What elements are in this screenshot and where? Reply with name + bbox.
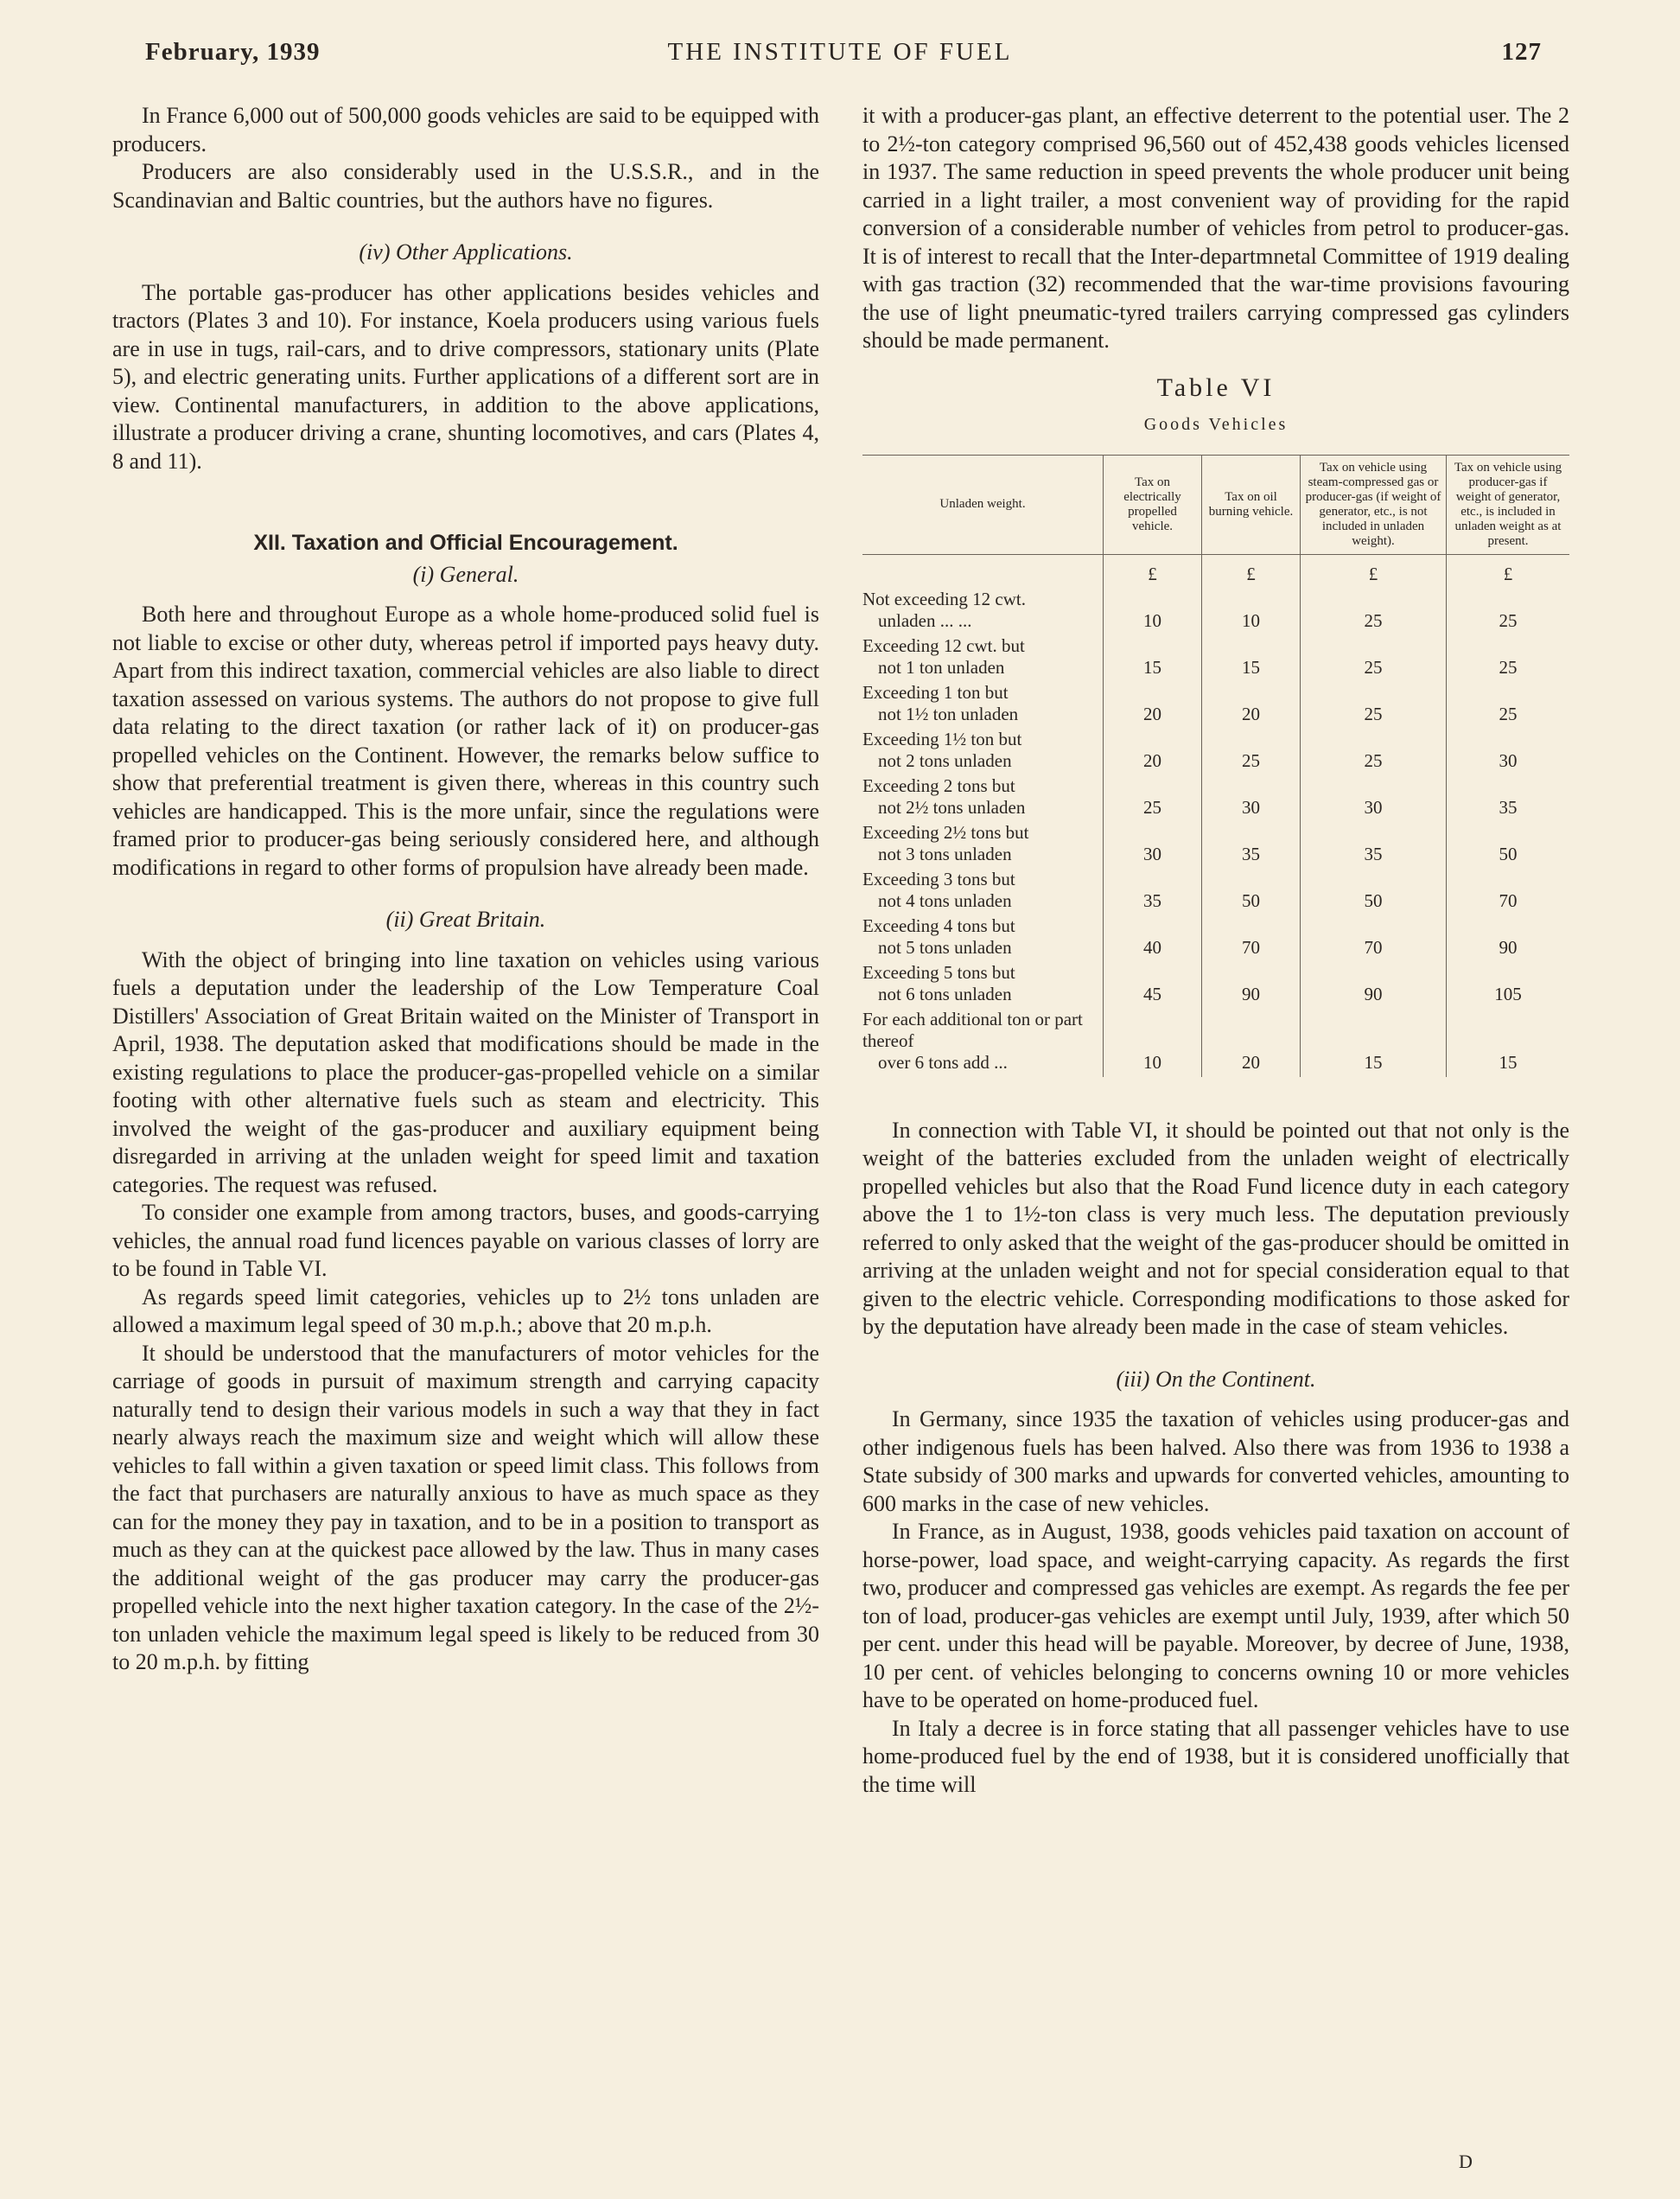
- column-header: Unladen weight.: [862, 455, 1104, 554]
- tax-value-cell: 15: [1202, 635, 1301, 682]
- weight-line: not 1 ton unladen: [878, 656, 1005, 678]
- subsection-heading: (iv) Other Applications.: [359, 239, 573, 265]
- weight-line: over 6 tons add ...: [878, 1051, 1008, 1073]
- unladen-weight-cell: [862, 869, 1104, 915]
- section-heading: XII. Taxation and Official Encouragement.: [253, 531, 678, 555]
- tax-value-cell: 25: [1301, 635, 1447, 682]
- unit-label: £: [1301, 554, 1447, 589]
- tax-value-cell: 25: [1447, 589, 1570, 635]
- paragraph: In France, as in August, 1938, goods vehicles paid taxation on account of horse-power, load space, and weight-carrying capacity. As regards the first two, producer and compressed gas vehicles are exempt. As regards the fee per ton of load, producer-gas vehicles are exempt until July, 1939, after which 50 per cent. under this head will be payable. Moreover, by decree of June, 1938, 10 per cent. of vehicles belonging to concerns owning 10 or more vehicles have to be operated on home-produced fuel.: [862, 1519, 1569, 1712]
- table-row: [862, 962, 1569, 1009]
- table-body: [862, 554, 1569, 1077]
- tax-value-cell: 35: [1447, 775, 1570, 822]
- unladen-weight-cell: [862, 729, 1104, 775]
- tax-value-cell: 10: [1104, 1009, 1202, 1077]
- tax-value-cell: 70: [1202, 915, 1301, 962]
- unladen-weight-cell: [862, 635, 1104, 682]
- paragraph: The portable gas-producer has other applications besides vehicles and tractors (Plates 3 and 10). For instance, Koela producers using various fuels are in use in tugs, rail-cars, and to drive compressors, stationary units (Plate 5), and electric generating units. Further applications of a different sort are in view. Continental manufacturers, in addition to the above applications, illustrate a producer driving a crane, shunting locomotives, and cars (Plates 4, 8 and 11).: [112, 279, 819, 474]
- tax-value-cell: 25: [1301, 729, 1447, 775]
- table-row: [862, 869, 1569, 915]
- column-header: Tax on vehicle using steam-compressed gas or producer-gas (if weight of generator, etc., is not included in unladen weight).: [1301, 455, 1447, 554]
- unit-label: £: [1104, 554, 1202, 589]
- units-row: [862, 554, 1569, 589]
- header-date: February, 1939: [145, 38, 321, 66]
- tax-value-cell: 35: [1202, 822, 1301, 869]
- tax-value-cell: 90: [1202, 962, 1301, 1009]
- tax-value-cell: 30: [1202, 775, 1301, 822]
- page-number: 127: [1501, 38, 1542, 66]
- subsection-heading: (iii) On the Continent.: [1116, 1366, 1316, 1392]
- weight-line: For each additional ton or part thereof: [862, 1008, 1083, 1051]
- tax-value-cell: 30: [1301, 775, 1447, 822]
- weight-line: Exceeding 2½ tons but: [862, 821, 1029, 843]
- tax-value-cell: 50: [1301, 869, 1447, 915]
- weight-line: Exceeding 5 tons but: [862, 961, 1015, 983]
- tax-value-cell: 15: [1301, 1009, 1447, 1077]
- table-row: [862, 1009, 1569, 1077]
- unit-label: £: [1447, 554, 1570, 589]
- tax-value-cell: 25: [1301, 682, 1447, 729]
- tax-value-cell: 105: [1447, 962, 1570, 1009]
- tax-value-cell: 50: [1447, 822, 1570, 869]
- paragraph: Both here and throughout Europe as a whole home-produced solid fuel is not liable to excise or other duty, whereas petrol if imported pays heavy duty. Apart from this indirect taxation, commercial vehicles are also liable to direct taxation assessed on various systems. The authors do not propose to give full data relating to the direct taxation (or rather lack of it) on producer-gas propelled vehicles on the Continent. However, the remarks below suffice to show that preferential treatment is given there, whereas in this country such vehicles are handicapped. This is the more unfair, since the regulations were framed prior to producer-gas being seriously considered here, and although modifications in regard to other forms of propulsion have already been made.: [112, 602, 819, 880]
- paragraph: In connection with Table VI, it should be pointed out that not only is the weight of the batteries excluded from the unladen weight of electrically propelled vehicles but also that the Road Fund licence duty in each category above the 1 to 1½-ton class is very much less. The deputation previously referred to only asked that the weight of the gas-producer should be omitted in arriving at the unladen weight and not for special consideration equal to that given to the electric vehicle. Corresponding modifications to those asked for by the deputation have already been made in the case of steam vehicles.: [862, 1117, 1569, 1339]
- tax-value-cell: 20: [1104, 729, 1202, 775]
- paragraph: In France 6,000 out of 500,000 goods vehicles are said to be equipped with producers.: [112, 103, 819, 156]
- weight-line: not 5 tons unladen: [878, 936, 1012, 958]
- tax-value-cell: 30: [1104, 822, 1202, 869]
- tax-value-cell: 45: [1104, 962, 1202, 1009]
- paragraph: It should be understood that the manufacturers of motor vehicles for the carriage of goods in pursuit of maximum strength and carrying capacity naturally tend to design their various models in such a way that they in fact nearly always reach the maximum size and weight which will allow these vehicles to fall within a given taxation or speed limit class. This follows from the fact that purchasers are naturally anxious to have as much space as they can for the money they pay in taxation, and to be in a position to transport as much as they can at the quickest pace allowed by the law. Thus in many cases the additional weight of the gas producer may carry the producer-gas propelled vehicle into the next higher taxation category. In the case of the 2½-ton unladen vehicle the maximum legal speed is likely to be reduced from 30 to 20 m.p.h. by fitting: [112, 1340, 819, 1674]
- running-header: [138, 38, 1542, 81]
- column-header: Tax on oil burning vehicle.: [1202, 455, 1301, 554]
- paragraph: To consider one example from among tractors, buses, and goods-carrying vehicles, the annual road fund licences payable on various classes of lorry are to be found in Table VI.: [112, 1200, 819, 1281]
- unladen-weight-cell: [862, 589, 1104, 635]
- tax-value-cell: 20: [1202, 1009, 1301, 1077]
- tax-value-cell: 25: [1447, 682, 1570, 729]
- weight-line: not 2 tons unladen: [878, 749, 1012, 771]
- weight-line: not 4 tons unladen: [878, 889, 1012, 911]
- tax-value-cell: 90: [1301, 962, 1447, 1009]
- tax-value-cell: 20: [1104, 682, 1202, 729]
- column-header: Tax on vehicle using producer-gas if weight of generator, etc., is included in unladen weight as at present.: [1447, 455, 1570, 554]
- tax-value-cell: 15: [1447, 1009, 1570, 1077]
- weight-line: Exceeding 1 ton but: [862, 681, 1009, 703]
- paragraph: As regards speed limit categories, vehicles up to 2½ tons unladen are allowed a maximum legal speed of 30 m.p.h.; above that 20 m.p.h.: [112, 1284, 819, 1337]
- unladen-weight-cell: [862, 682, 1104, 729]
- tax-value-cell: 35: [1301, 822, 1447, 869]
- weight-line: Exceeding 2 tons but: [862, 774, 1015, 796]
- weight-line: Not exceeding 12 cwt.: [862, 588, 1026, 609]
- subsection-heading: (ii) Great Britain.: [385, 907, 546, 932]
- weight-line: Exceeding 12 cwt. but: [862, 634, 1025, 656]
- column-header: Tax on electrically propelled vehicle.: [1104, 455, 1202, 554]
- tax-value-cell: 40: [1104, 915, 1202, 962]
- weight-line: not 3 tons unladen: [878, 843, 1012, 864]
- tax-value-cell: 50: [1202, 869, 1301, 915]
- weight-line: not 6 tons unladen: [878, 983, 1012, 1004]
- tax-value-cell: 25: [1447, 635, 1570, 682]
- weight-line: Exceeding 1½ ton but: [862, 728, 1022, 749]
- tax-value-cell: 10: [1202, 589, 1301, 635]
- tax-value-cell: 25: [1301, 589, 1447, 635]
- weight-line: Exceeding 4 tons but: [862, 915, 1015, 936]
- unladen-weight-cell: [862, 962, 1104, 1009]
- table-row: [862, 589, 1569, 635]
- table-row: [862, 775, 1569, 822]
- weight-line: Exceeding 3 tons but: [862, 868, 1015, 889]
- subsection-heading: (i) General.: [412, 561, 519, 587]
- unit-label: £: [1202, 554, 1301, 589]
- weight-line: unladen ... ...: [878, 609, 972, 631]
- right-column: [862, 102, 1569, 1799]
- paragraph: it with a producer-gas plant, an effective deterrent to the potential user. The 2 to 2½-ton category comprised 96,560 out of 452,438 goods vehicles licensed in 1937. The same reduction in speed prevents the whole producer unit being carried in a light trailer, a most convenient way of providing for the rapid conversion of a considerable number of vehicles from petrol to producer-gas. It is of interest to recall that the Inter-departmnetal Committee of 1919 dealing with gas traction (32) recommended that the war-time provisions favouring the use of light pneumatic-tyred trailers carrying compressed gas cylinders should be made permanent.: [862, 103, 1569, 353]
- table-title: Table VI: [1156, 373, 1276, 402]
- table-row: [862, 682, 1569, 729]
- tax-value-cell: 35: [1104, 869, 1202, 915]
- paragraph: With the object of bringing into line taxation on vehicles using various fuels a deputation under the leadership of the Low Temperature Coal Distillers' Association of Great Britain waited on the Minister of Transport in April, 1938. The deputation asked that modifications should be made in the existing regulations to place the producer-gas-propelled vehicle on a similar footing with other alternative fuels such as steam and electricity. This involved the weight of the gas-producer and auxiliary equipment being disregarded in arriving at the unladen weight for speed limit and taxation categories. The request was refused.: [112, 947, 819, 1197]
- table-row: [862, 822, 1569, 869]
- tax-value-cell: 90: [1447, 915, 1570, 962]
- left-column: [112, 102, 819, 1677]
- paragraph: In Italy a decree is in force stating that all passenger vehicles have to use home-produced fuel by the end of 1938, but it is considered unofficially that the time will: [862, 1715, 1569, 1797]
- unladen-weight-cell: [862, 915, 1104, 962]
- table-row: [862, 635, 1569, 682]
- tax-value-cell: 15: [1104, 635, 1202, 682]
- table-header-row: [862, 455, 1569, 554]
- weight-line: not 1½ ton unladen: [878, 703, 1019, 724]
- tax-value-cell: 70: [1301, 915, 1447, 962]
- table-row: [862, 729, 1569, 775]
- tax-value-cell: 10: [1104, 589, 1202, 635]
- goods-vehicles-tax-table: [862, 455, 1569, 1077]
- tax-value-cell: 70: [1447, 869, 1570, 915]
- table-row: [862, 915, 1569, 962]
- unladen-weight-cell: [862, 1009, 1104, 1077]
- tax-value-cell: 25: [1202, 729, 1301, 775]
- header-journal-title: THE INSTITUTE OF FUEL: [667, 38, 1013, 66]
- tax-value-cell: 30: [1447, 729, 1570, 775]
- tax-value-cell: 25: [1104, 775, 1202, 822]
- tax-value-cell: 20: [1202, 682, 1301, 729]
- table-subtitle: Goods Vehicles: [1143, 415, 1289, 434]
- paragraph: Producers are also considerably used in the U.S.S.R., and in the Scandinavian and Baltic countries, but the authors have no figures.: [112, 159, 819, 213]
- unladen-weight-cell: [862, 822, 1104, 869]
- signature-mark: D: [1459, 2151, 1473, 2172]
- unladen-weight-cell: [862, 775, 1104, 822]
- paragraph: In Germany, since 1935 the taxation of vehicles using producer-gas and other indigenous fuels has been halved. Also there was from 1936 to 1938 a State subsidy of 300 marks and upwards for converted vehicles, amounting to 600 marks in the case of new vehicles.: [862, 1406, 1569, 1516]
- weight-line: not 2½ tons unladen: [878, 796, 1026, 818]
